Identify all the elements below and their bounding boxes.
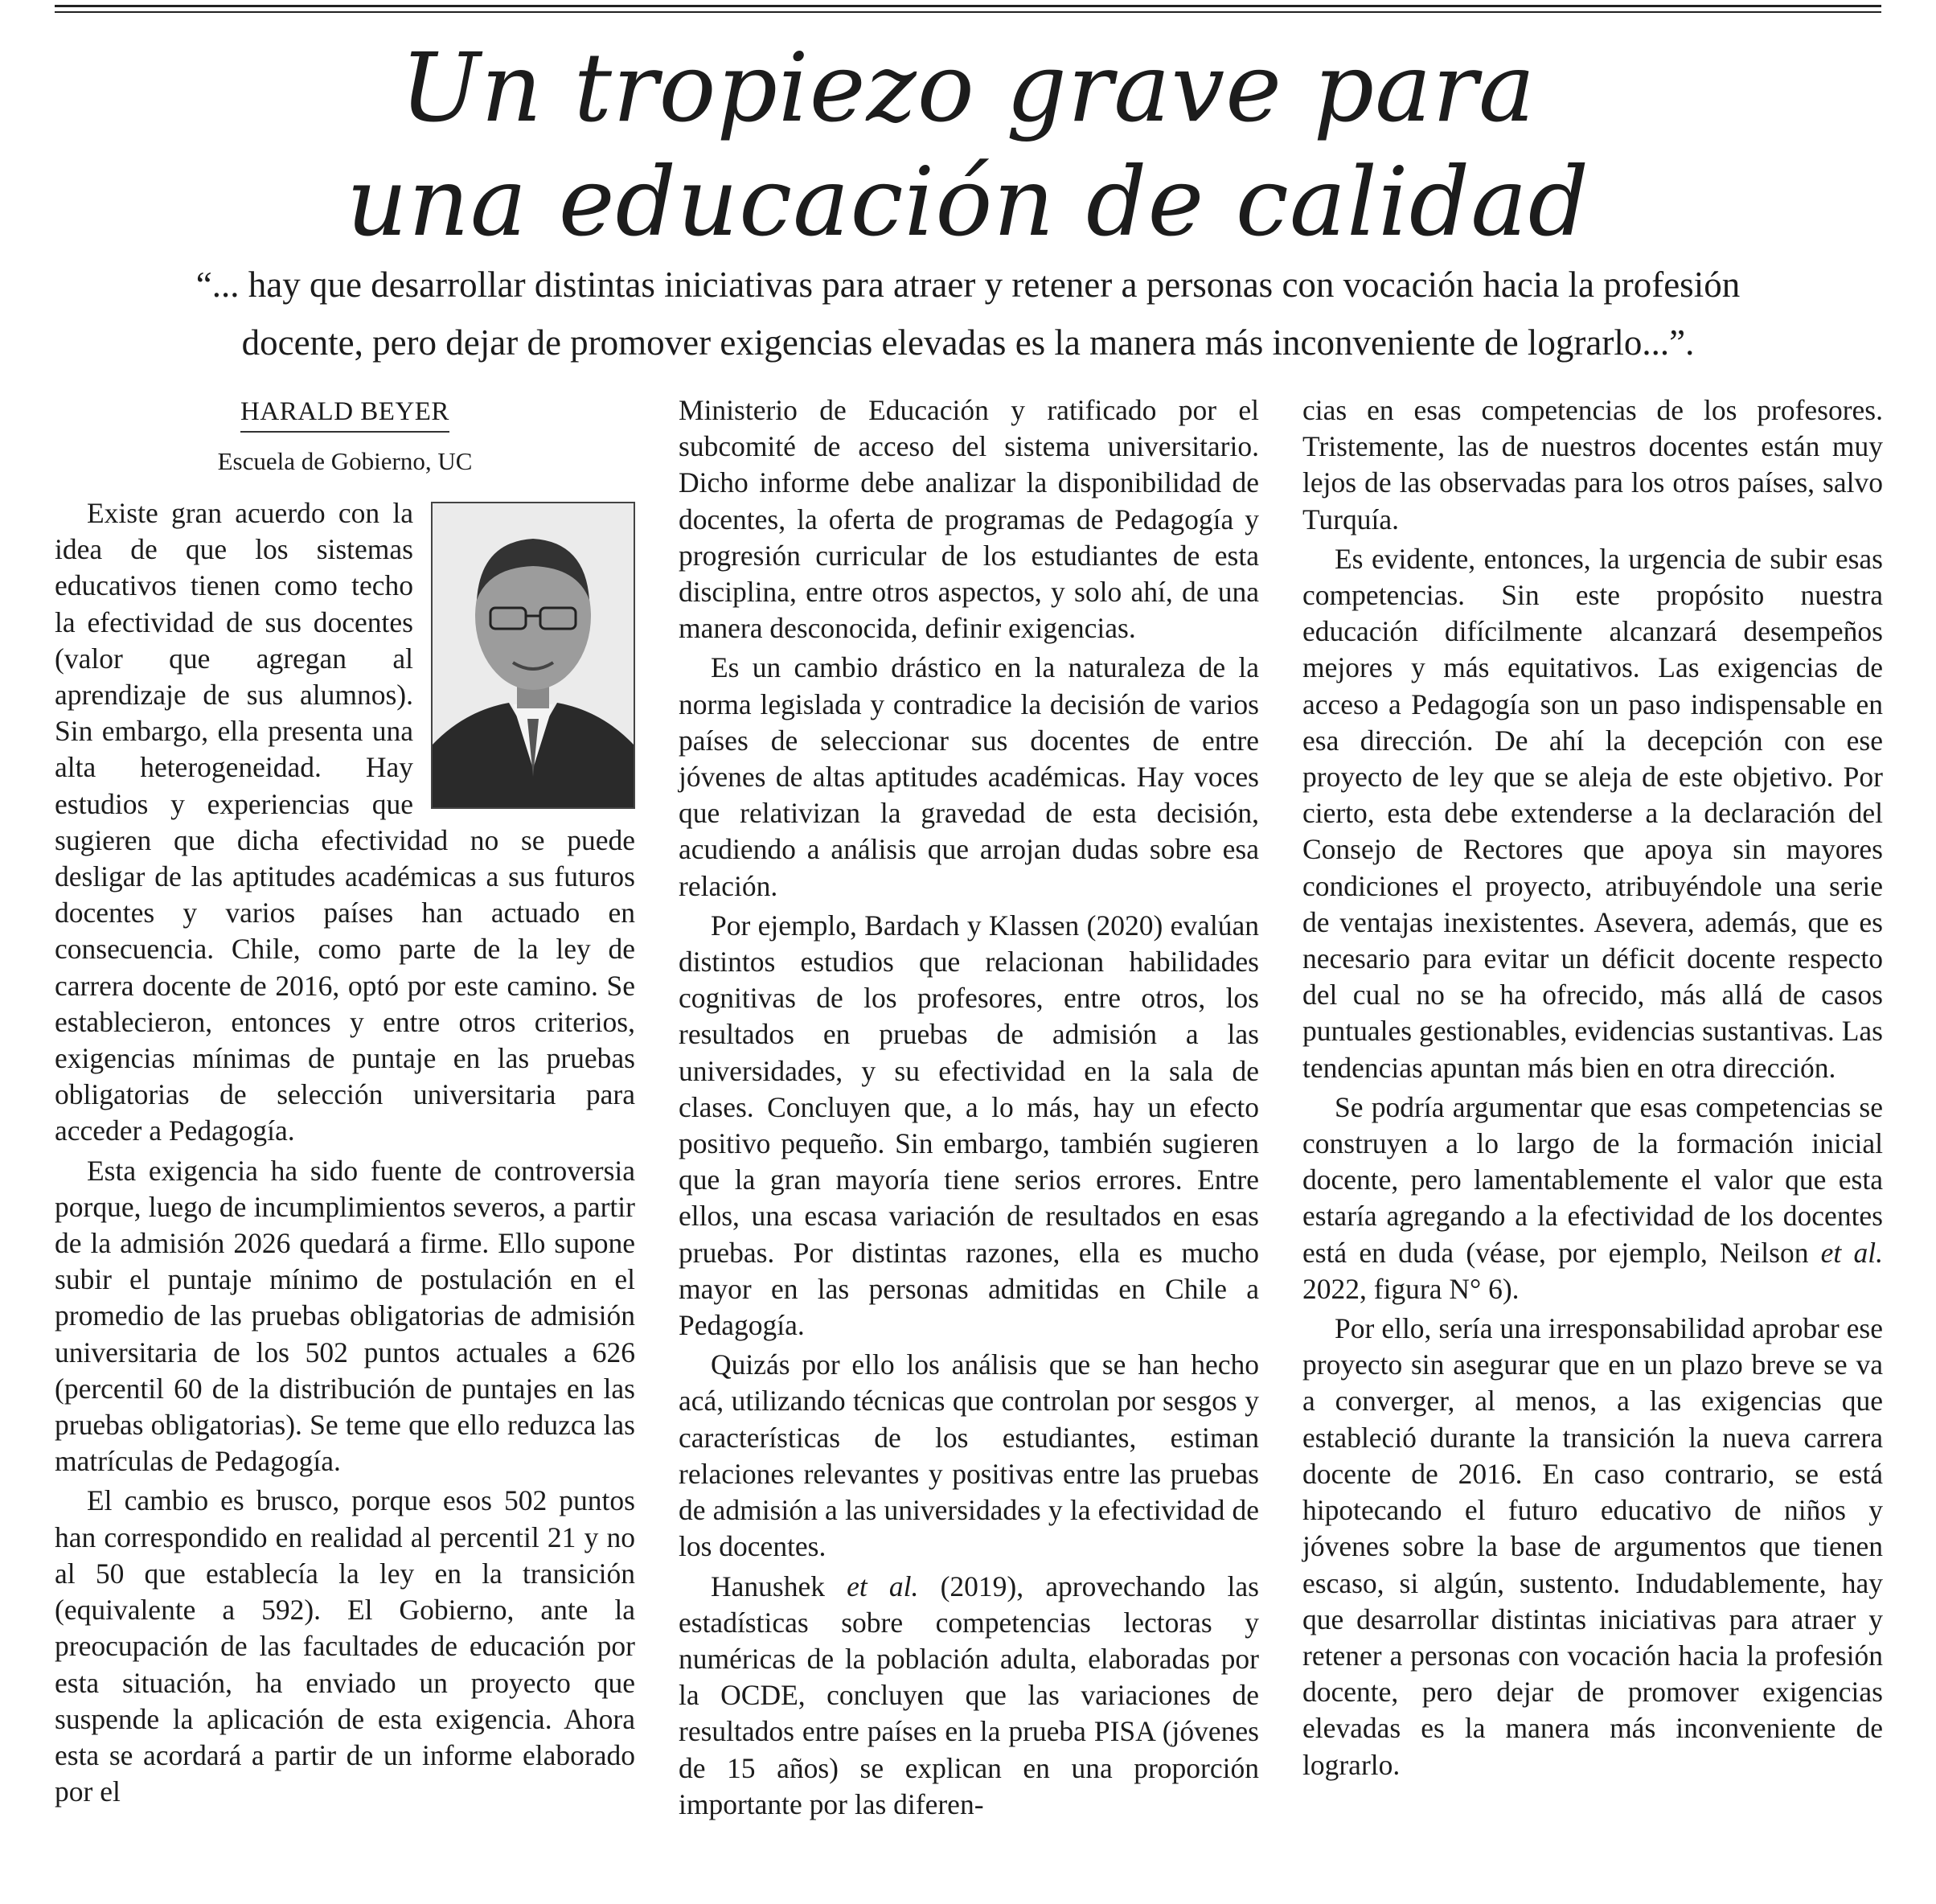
paragraph-9-etal: et al. [1820,1236,1883,1269]
headline-line-2: una educación de calidad [346,146,1590,257]
paragraph-7-text-b: (2019), aprovechando las estadísticas sobre competencias lectoras y numéricas de la población adulta, elaboradas por la OCDE, concluyen que las variaciones de resultados entre países en la prueba PISA (jóvenes de 15 años) se explican en una proporción importante por las diferen- [679,1570,1259,1820]
top-rule [55,5,1881,7]
paragraph-7-start [679,1569,1259,1823]
author-affiliation: Escuela de Gobierno, UC [217,447,473,475]
paragraph-4: Es un cambio drástico en la naturaleza de la norma legislada y contradice la decisión de varios países de seleccionar sus docentes de entre jóvenes de altas aptitudes académicas. Hay voces que relativizan la gravedad de esta decisión, acudiendo a análisis que arrojan dudas sobre esa relación. [679,651,1259,902]
author-portrait-icon [431,502,635,809]
pull-quote-line-1: “... hay que desarrollar distintas iniciativas para atraer y retener a personas con vocación hacia la profesión [195,265,1741,305]
paragraph-10: Por ello, sería una irresponsabilidad aprobar ese proyecto sin asegurar que en un plazo breve se va a converger, al menos, a las exigencias que estableció durante la transición la nueva carrera docente de 2016. En caso contrario, se está hipotecando el futuro educativo de niños y jóvenes sobre la base de argumentos que tienen escaso, si algún, sustento. Indudablemente, hay que desarrollar distintas iniciativas para atraer y retener a personas con vocación hacia la profesión docente, pero dejar de promover exigencias elevadas es la manera más inconveniente de lograrlo. [1302,1312,1883,1781]
paragraph-1: Existe gran acuerdo con la idea de que los sistemas educativos tienen como techo la efectividad de sus docentes (valor que agregan al aprendizaje de sus alumnos). Sin embargo, ella presenta una alta heterogeneidad. Hay estudios y experiencias que sugieren que dicha efectividad no se puede desligar de las aptitudes académicas a sus futuros docentes y varios países han actuado en consecuencia. Chile, como parte de la ley de carrera docente de 2016, optó por este camino. Se establecieron, entonces y entre otros criterios, exigencias mínimas de puntaje en las pruebas obligatorias de selección universitaria para acceder a Pedagogía. [55,497,635,1147]
article-column-1 [55,392,635,1813]
paragraph-3-start: El cambio es brusco, porque esos 502 puntos han correspondido en realidad al percentil 21 y no al 50 que establecía la ley en la transición (equivalente a 592). El Gobierno, ante la preocupación de las facultades de educación por esta situación, ha enviado un proyecto que suspende la aplicación de esta exigencia. Ahora esta se acordará a partir de un informe elaborado por el [55,1484,635,1808]
paragraph-8: Es evidente, entonces, la urgencia de subir esas competencias. Sin este propósito nuestra educación difícilmente alcanzará desempeños mejores y más equitativos. Las exigencias de acceso a Pedagogía son un paso indispensable en esa dirección. De ahí la decepción con ese proyecto de ley que se aleja de este objetivo. Por cierto, esta debe extenderse a la declaración del Consejo de Rectores que apoya sin mayores condiciones el proyecto, atribuyéndole una serie de ventajas inexistentes. Asevera, además, que es necesario para evitar un déficit docente respecto del cual no se ha ofrecido, más allá de casos puntuales gestionables, evidencias sustantivas. Las tendencias apuntan más bien en otra dirección. [1302,542,1883,1084]
headline-line-1: Un tropiezo grave para [400,32,1536,143]
paragraph-6: Quizás por ello los análisis que se han hecho acá, utilizando técnicas que controlan por sesgos y características de los estudiantes, estiman relaciones relevantes y positivas entre las pruebas de admisión a las universidades y la efectividad de los docentes. [679,1348,1259,1563]
top-rule-secondary [55,11,1881,13]
article-column-2 [679,392,1259,1826]
author-name: HARALD BEYER [240,394,449,433]
paragraph-9-text-b: 2022, figura N° 6). [1302,1272,1520,1305]
paragraph-3-continued: Ministerio de Educación y ratificado por el subcomité de acceso del sistema universitario. Dicho informe debe analizar la disponibilidad de docentes, la oferta de programas de Pedagogía y progresión curricular de los estudiantes de esta disciplina, entre otros aspectos, y solo ahí, de una manera desconocida, definir exigencias. [679,394,1259,645]
paragraph-7-text-a: Hanushek [711,1570,847,1602]
paragraph-9-text-a: Se podría argumentar que esas competencias se construyen a lo largo de la formación inicial docente, pero lamentablemente el valor que esta estaría agregando a la efectividad de los docentes está en duda (véase, por ejemplo, Neilson [1302,1090,1883,1269]
headline [55,31,1881,259]
paragraph-7-etal: et al. [847,1570,919,1602]
pull-quote-line-2: docente, pero dejar de promover exigencias elevadas es la manera más inconveniente de lograrlo...”. [241,322,1695,363]
paragraph-5: Por ejemplo, Bardach y Klassen (2020) evalúan distintos estudios que relacionan habilidades cognitivas de los profesores, entre otros, los resultados en pruebas de admisión a las universidades, y su efectividad en la sala de clases. Concluyen que, a lo más, hay un efecto positivo pequeño. Sin embargo, también sugieren que la gran mayoría tiene serios errores. Entre ellos, una escasa variación de resultados en esas pruebas. Por distintas razones, ella es mucho mayor en las personas admitidas en Chile a Pedagogía. [679,909,1259,1342]
article-column-3 [1302,392,1883,1787]
pull-quote [55,256,1881,371]
paragraph-7-continued: cias en esas competencias de los profesores. Tristemente, las de nuestros docentes están muy lejos de las observadas para los otros países, salvo Turquía. [1302,394,1883,536]
paragraph-9 [1302,1089,1883,1307]
byline [55,392,635,479]
paragraph-2: Esta exigencia ha sido fuente de controversia porque, luego de incumplimientos severos, a partir de la admisión 2026 quedará a firme. Ello supone subir el puntaje mínimo de postulación en el promedio de las pruebas obligatorias de admisión universitaria de los 502 puntos actuales a 626 (percentil 60 de la distribución de puntajes en las pruebas obligatorias). Se teme que ello reduzca las matrículas de Pedagogía. [55,1154,635,1478]
